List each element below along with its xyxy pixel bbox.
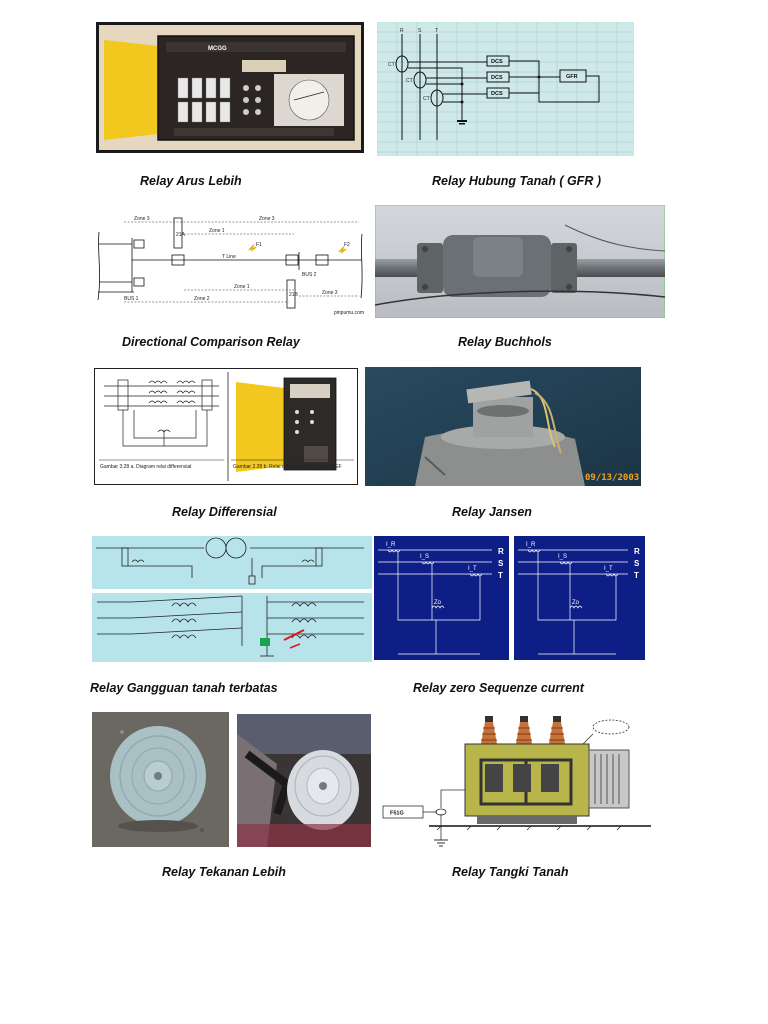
relay-tekanan-lebih-photo-1	[92, 712, 229, 847]
jansen-timestamp: 09/13/2003	[585, 473, 640, 483]
dir-zone-5: Zone 2	[194, 296, 210, 302]
relay-gangguan-tanah-diagram	[92, 536, 372, 662]
dir-zone-3: Zone 1	[209, 228, 225, 234]
zs1-impedance: Zo	[434, 600, 442, 606]
dir-fault-2: F2	[344, 242, 350, 248]
caption-relay-buchhols: Relay Buchhols	[458, 335, 552, 349]
zs1-phase-s: S	[498, 559, 504, 568]
gfr-phase-r: R	[400, 28, 404, 34]
dir-fault-1: F1	[256, 242, 262, 248]
caption-relay-tangki-tanah: Relay Tangki Tanah	[452, 865, 569, 879]
gfr-relay-label: GFR	[566, 74, 578, 80]
zs1-current-s: I_S	[420, 554, 430, 560]
relay-jansen-photo	[365, 367, 641, 486]
caption-relay-gangguan-tanah: Relay Gangguan tanah terbatas	[90, 681, 278, 695]
tank-relay-label: F51G	[390, 810, 404, 817]
dir-zone-6: Zone 3	[322, 290, 338, 296]
relay-zero-sequence-diagram-1	[374, 536, 509, 660]
dir-relay-a: 21A	[176, 232, 185, 238]
relay-tekanan-lebih-photo-2	[237, 714, 371, 847]
relay-tangki-tanah-diagram	[381, 710, 657, 850]
zs2-phase-r: R	[634, 547, 640, 556]
caption-directional-comparison: Directional Comparison Relay	[122, 335, 300, 349]
caption-relay-zero-sequence: Relay zero Sequenze current	[413, 681, 584, 695]
relay-differensial-figure	[94, 368, 358, 485]
diff-right-caption: Gambar 2.28 b. Relai differensial REF dan SBEF	[233, 464, 342, 470]
caption-relay-tekanan-lebih: Relay Tekanan Lebih	[162, 865, 286, 879]
zs1-current-r: I_R	[386, 542, 396, 548]
dir-bus-2: BUS 2	[302, 272, 317, 278]
directional-comparison-diagram	[94, 212, 367, 318]
caption-relay-differensial: Relay Differensial	[172, 505, 277, 519]
relay-zero-sequence-diagram-2	[514, 536, 645, 660]
zs2-current-t: I_T	[604, 566, 613, 572]
dir-credit: pinpumu.com	[334, 310, 365, 316]
zs2-current-s: I_S	[558, 554, 568, 560]
zs2-phase-s: S	[634, 559, 640, 568]
caption-relay-hubung-tanah: Relay Hubung Tanah ( GFR )	[432, 174, 601, 188]
gfr-ct-2: CT	[406, 78, 413, 84]
svg-text:MCGG: MCGG	[208, 46, 227, 52]
dir-zone-4: Zone 1	[234, 284, 250, 290]
dir-zone-2: Zone 3	[259, 216, 275, 222]
caption-relay-jansen: Relay Jansen	[452, 505, 532, 519]
zs1-phase-t: T	[498, 571, 503, 580]
gfr-phase-t: T	[435, 28, 439, 34]
gfr-ct-1: CT	[388, 62, 395, 68]
dir-bus-1: BUS 1	[124, 296, 139, 302]
gfr-ct-3: CT	[423, 96, 430, 102]
diff-left-caption: Gambar 3.28 a. Diagram relai differensial	[100, 464, 192, 470]
dir-relay-b: 21B	[289, 292, 298, 298]
caption-relay-arus-lebih: Relay Arus Lebih	[140, 174, 242, 188]
zs2-phase-t: T	[634, 571, 639, 580]
zs2-impedance: Zo	[572, 600, 580, 606]
gfr-phase-s: S	[418, 28, 422, 34]
relay-buchhols-photo	[375, 205, 665, 318]
gfr-box-1: DCS	[491, 59, 503, 65]
relay-arus-lebih-photo	[96, 22, 364, 153]
zs1-phase-r: R	[498, 547, 504, 556]
gfr-box-2: DCS	[491, 75, 503, 81]
relay-gfr-diagram	[377, 22, 634, 156]
zs1-current-t: I_T	[468, 566, 477, 572]
dir-zone-1: Zone 3	[134, 216, 150, 222]
dir-line-label: T Line	[222, 254, 236, 260]
gfr-box-3: DCS	[491, 91, 503, 97]
zs2-current-r: I_R	[526, 542, 536, 548]
